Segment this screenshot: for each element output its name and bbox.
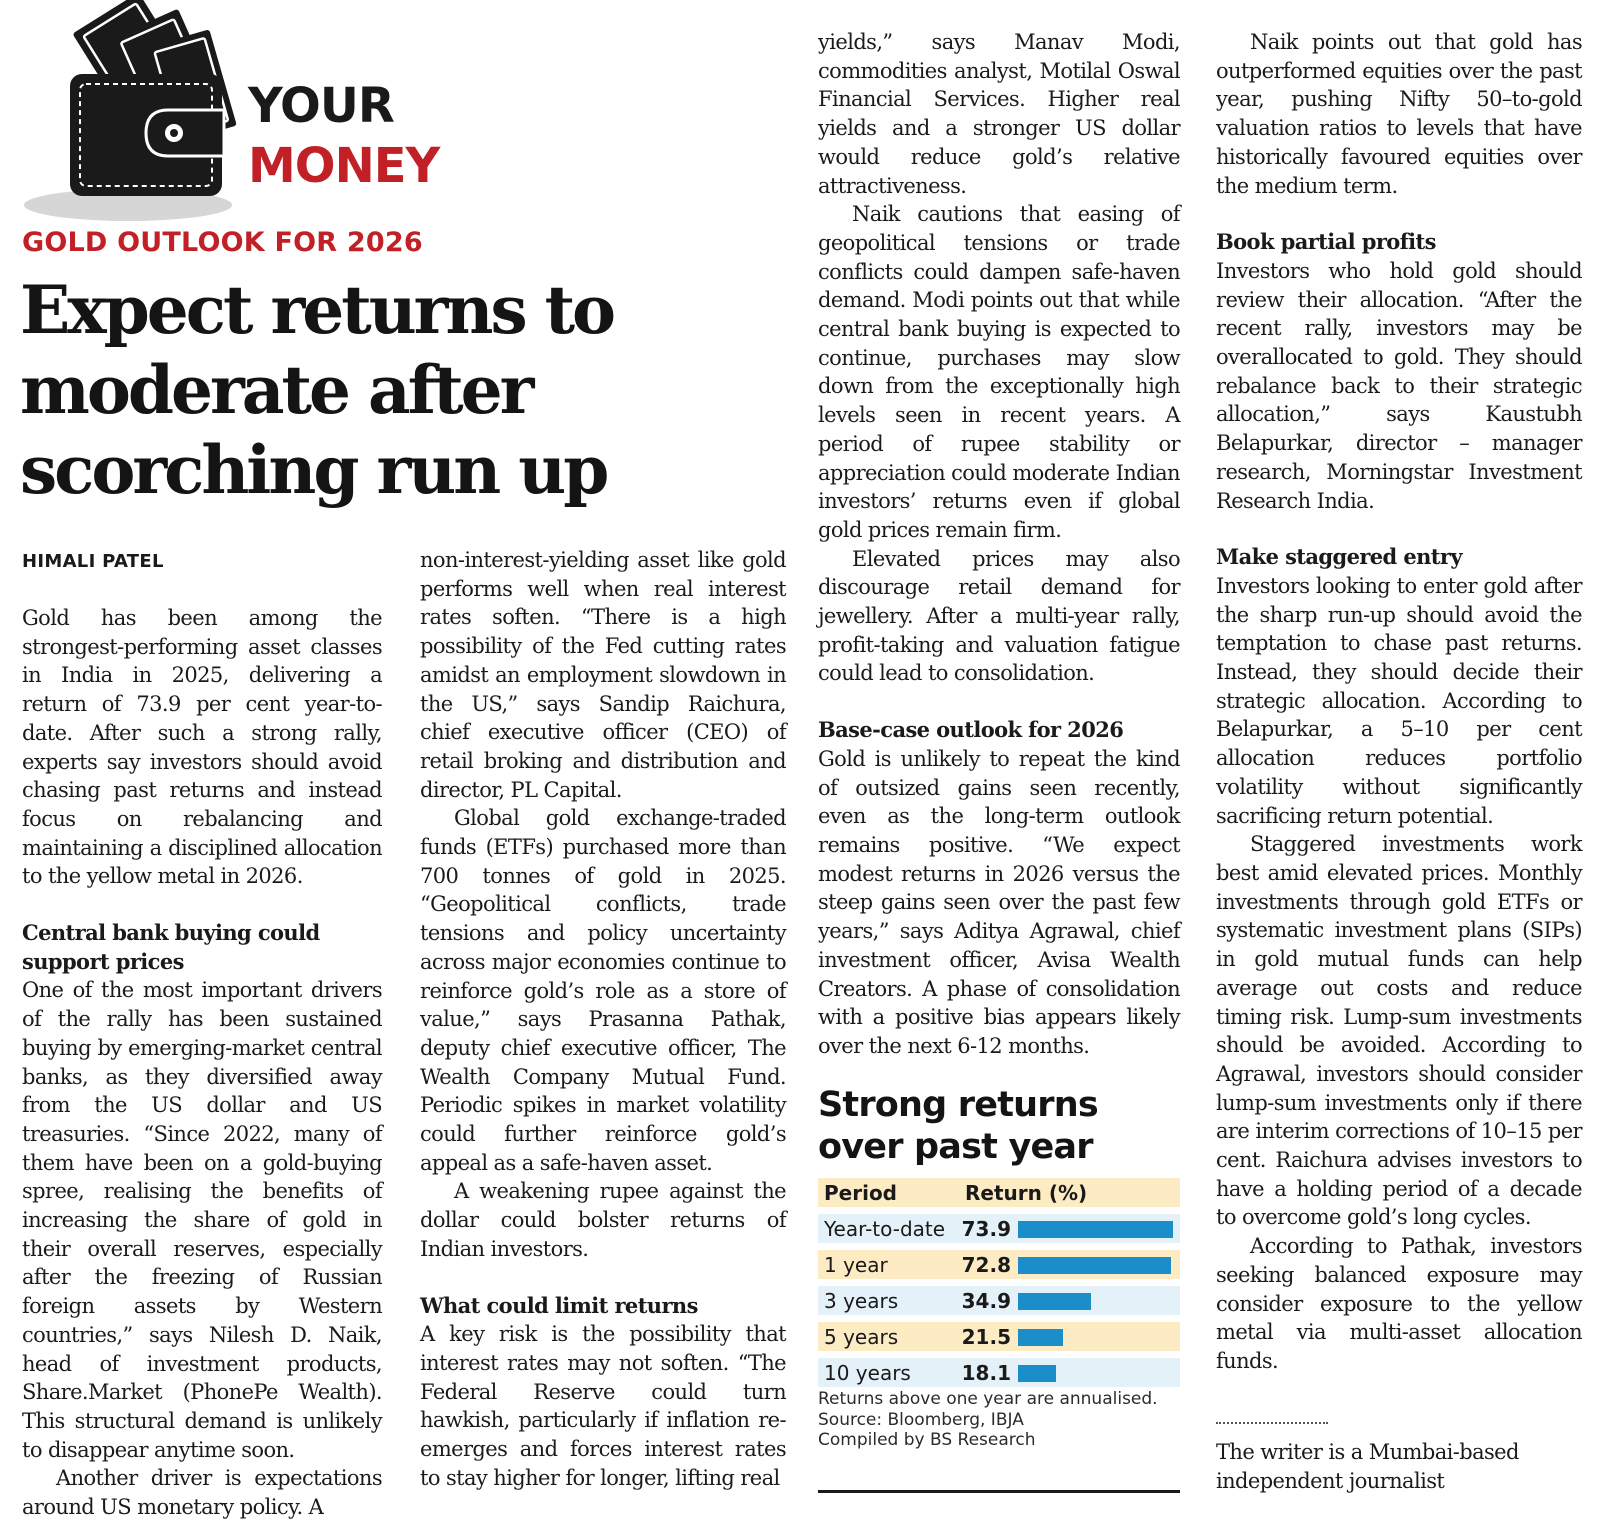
article-column-4 (1216, 28, 1582, 1376)
table-header (818, 1178, 1180, 1207)
paragraph: According to Pathak, investors seeking balanced exposure may consider exposure to the yellow metal via multi-asset allocation funds. (1216, 1234, 1582, 1373)
table-row (818, 1358, 1180, 1387)
paragraph: One of the most important drivers of the rally has been sustained buying by emerging-market central banks, as they diversified away from the US dollar and US treasuries. “Since 2022, many of them have been on a gold-buying spree, realising the benefits of increasing the share of gold in their overall reserves, especially after the freezing of Russian foreign assets by Western countries,” says Nilesh D. Naik, head of investment products, Share.Market (PhonePe Wealth). This structural demand is unlikely to disappear anytime soon. (22, 978, 382, 1462)
header-return: Return (%) (965, 1181, 1088, 1205)
paragraph: Investors looking to enter gold after the sharp run-up should avoid the temptation to chase past returns. Instead, they should decide their strategic allocation. According to Belapurkar, a 5–10 per cent allocation reduces portfolio volatility without significantly sacrificing return potential. (1216, 573, 1582, 828)
period-label: 10 years (824, 1361, 911, 1385)
paragraph: non-interest-yielding asset like gold performs well when real interest rates soften. “There is a high possibility of the Fed cutting rates amidst an employment slowdown in the US,” says Sandip Raichura, chief executive officer (CEO) of retail broking and distribution and director, PL Capital. (420, 548, 786, 802)
table-row (818, 1250, 1180, 1279)
table-rows (818, 1214, 1180, 1387)
return-value: 72.8 (961, 1253, 1011, 1277)
period-label: 5 years (824, 1325, 899, 1349)
section-kicker: GOLD OUTLOOK FOR 2026 (22, 227, 423, 258)
paragraph: A weakening rupee against the dollar could bolster returns of Indian investors. (420, 1179, 786, 1261)
subheading: Central bank buying could support prices (22, 920, 320, 974)
subheading: What could limit returns (420, 1292, 698, 1318)
return-value: 34.9 (961, 1289, 1011, 1313)
wallet-with-rupee-notes-icon (18, 0, 238, 225)
paragraph-gap (420, 1264, 786, 1292)
paragraph-gap (1216, 515, 1582, 543)
article-column-2 (420, 546, 786, 1493)
paragraph: Naik points out that gold has outperformed equities over the past year, pushing Nifty 50–to-gold valuation ratios to levels that have historically favoured equities over the medium term. (1216, 30, 1582, 198)
brand-your: YOUR (248, 78, 394, 134)
note-source: Source: Bloomberg, IBJA (818, 1409, 1024, 1430)
table-title: Strong returns over past year (818, 1085, 1098, 1167)
subheading: Book partial profits (1216, 229, 1436, 255)
return-bar (1018, 1365, 1056, 1382)
table-row (818, 1322, 1180, 1351)
headline-line: scorching run up (20, 431, 607, 509)
period-label: 3 years (824, 1289, 899, 1313)
writer-note: The writer is a Mumbai-based independent journalist (1216, 1440, 1519, 1493)
paragraph-gap (22, 891, 382, 919)
paragraph: yields,” says Manav Modi, commodities analyst, Motilal Oswal Financial Services. Higher real yields and a stronger US dollar would reduce gold’s relative attractiveness. (818, 30, 1180, 198)
headline (20, 270, 660, 510)
paragraph: Investors who hold gold should review their allocation. “After the recent rally, investors may be overallocated to gold. They should rebalance back to their strategic allocation,” says Kaustubh Belapurkar, director – manager research, Morningstar Investment Research India. (1216, 258, 1582, 513)
brand-money: MONEY (248, 138, 440, 194)
header-period: Period (824, 1181, 897, 1205)
paragraph: A key risk is the possibility that interest rates may not soften. “The Federal Reserve could turn hawkish, particularly if inflation re-emerges and forces interest rates to stay higher for longer, lifting real (420, 1322, 786, 1490)
paragraph: Gold has been among the strongest-performing asset classes in India in 2025, delivering a return of 73.9 per cent year-to-date. After such a strong rally, experts say investors should avoid chasing past returns and instead focus on rebalancing and maintaining a disciplined allocation to the yellow metal in 2026. (22, 606, 382, 889)
table-row (818, 1214, 1180, 1243)
paragraph-gap (818, 688, 1180, 716)
table-row (818, 1286, 1180, 1315)
return-bar (1018, 1293, 1091, 1310)
byline: HIMALI PATEL (22, 551, 164, 572)
paragraph: Elevated prices may also discourage retail demand for jewellery. After a multi-year rally, profit-taking and valuation fatigue could lead to consolidation. (818, 546, 1180, 686)
note-annualised: Returns above one year are annualised. (818, 1389, 1158, 1409)
headline-line: Expect returns to (20, 271, 614, 349)
return-bar (1018, 1221, 1173, 1238)
return-bar (1018, 1257, 1171, 1274)
note-compiled: Compiled by BS Research (818, 1430, 1036, 1450)
return-value: 21.5 (961, 1325, 1011, 1349)
paragraph: Another driver is expectations around US monetary policy. A (22, 1466, 382, 1520)
paragraph: Staggered investments work best amid elevated prices. Monthly investments through gold ETFs or systematic investment plans (SIPs) in gold mutual funds can help average out costs and reduce timing risk. Lump-sum investments should be avoided. According to Agrawal, investors should consider lump-sum investments only if there are interim corrections of 10–15 per cent. Raichura advises investors to have a holding period of a decade to overcome gold’s long cycles. (1216, 832, 1582, 1230)
returns-table (818, 1178, 1180, 1394)
paragraph: Gold is unlikely to repeat the kind of outsized gains seen recently, even as the long-term outlook remains positive. “We expect modest returns in 2026 versus the steep gains seen over the past few years,” says Aditya Agrawal, chief investment officer, Avisa Wealth Creators. A phase of consolidation with a positive bias appears likely over the next 6-12 months. (818, 746, 1180, 1058)
article-column-1 (22, 604, 382, 1522)
return-value: 73.9 (961, 1217, 1011, 1241)
headline-line: moderate after (20, 351, 532, 429)
dotted-divider (1216, 1422, 1328, 1424)
subheading: Base-case outlook for 2026 (818, 717, 1124, 743)
period-label: Year-to-date (824, 1217, 946, 1241)
table-bottom-rule (818, 1490, 1180, 1493)
paragraph: Global gold exchange-traded funds (ETFs) purchased more than 700 tonnes of gold in 2025. “Geopolitical conflicts, trade tensions and policy uncertainty across major economies continue to reinforce gold’s role as a store of value,” says Prasanna Pathak, deputy chief executive officer, The Wealth Company Mutual Fund. Periodic spikes in market volatility could further reinforce gold’s appeal as a safe-haven asset. (420, 806, 786, 1175)
table-notes (818, 1389, 1180, 1451)
subheading: Make staggered entry (1216, 544, 1462, 570)
period-label: 1 year (824, 1253, 888, 1277)
return-value: 18.1 (961, 1361, 1011, 1385)
return-bar (1018, 1329, 1063, 1346)
article-column-3 (818, 28, 1180, 1061)
paragraph-gap (1216, 200, 1582, 228)
paragraph: Naik cautions that easing of geopolitical tensions or trade conflicts could dampen safe-haven demand. Modi points out that while central bank buying is expected to continue, purchases may slow down from the exceptionally high levels seen in recent years. A period of rupee stability or appreciation could moderate Indian investors’ returns even if global gold prices remain firm. (818, 202, 1180, 542)
